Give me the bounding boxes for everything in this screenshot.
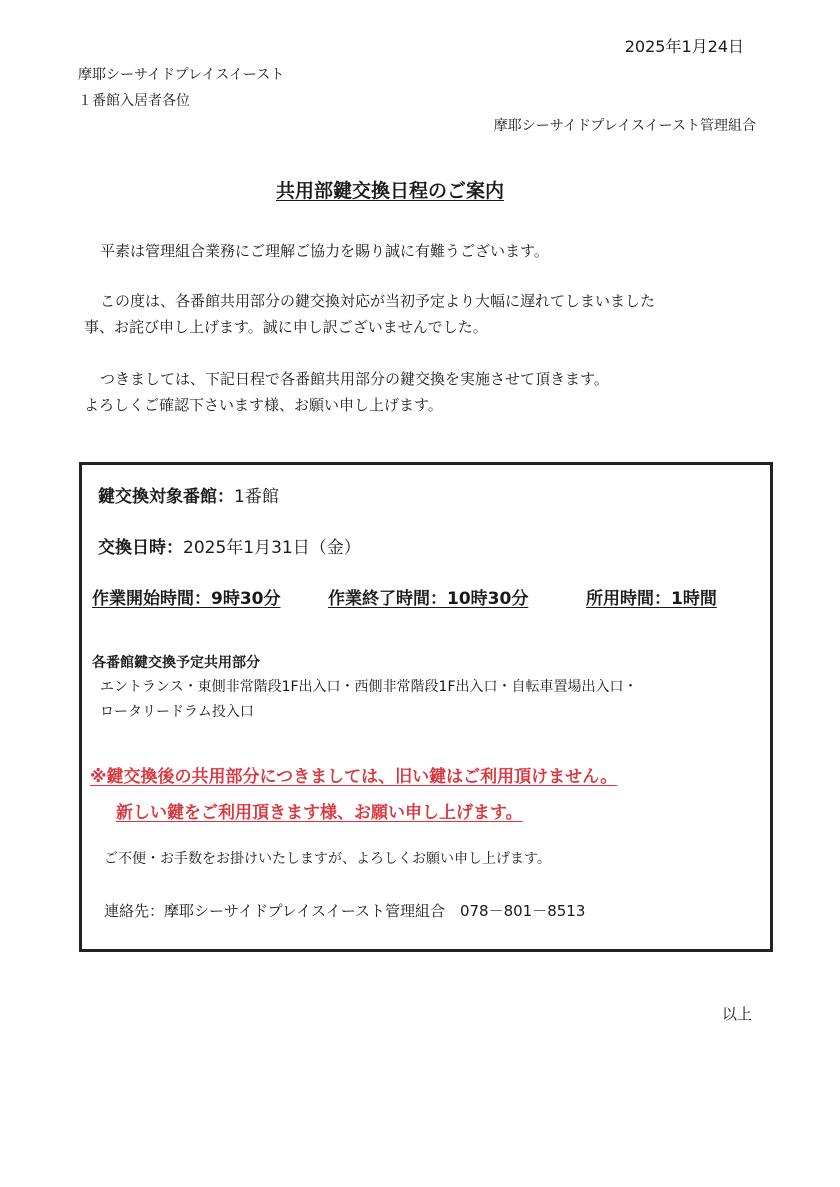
sender: 摩耶シーサイドプレイスイースト管理組合 bbox=[493, 118, 756, 134]
issue-date: 2025年1月24日 bbox=[624, 37, 744, 56]
duration: 所用時間：1時間 bbox=[586, 589, 717, 609]
exchange-date-value: 2025年1月31日（金） bbox=[183, 538, 361, 558]
target-building-value: 1番館 bbox=[234, 487, 279, 507]
apology-line-1: この度は、各番館共用部分の鍵交換対応が当初予定より大幅に遅れてしまいました bbox=[100, 292, 656, 310]
closing-mark: 以上 bbox=[721, 1005, 752, 1023]
warning-line-1: ※鍵交換後の共用部分につきましては、旧い鍵はご利用頂けません。 bbox=[90, 767, 618, 787]
paragraph-greeting bbox=[84, 238, 549, 264]
schedule-intro-line-2: よろしくご確認下さいます様、お願い申し上げます。 bbox=[84, 396, 443, 414]
paragraph-apology bbox=[84, 288, 655, 340]
end-time: 作業終了時間：10時30分 bbox=[328, 589, 529, 609]
apology-line-2: 事、お詫び申し上げます。誠に申し訳ございませんでした。 bbox=[84, 318, 488, 336]
parts-line-1: エントランス・東側非常階段1F出入口・西側非常階段1F出入口・自転車置場出入口・ bbox=[100, 679, 638, 695]
document-title: 共用部鍵交換日程のご案内 bbox=[275, 180, 504, 202]
parts-heading: 各番館鍵交換予定共用部分 bbox=[92, 655, 260, 671]
warning-line-2: 新しい鍵をご利用頂きます様、お願い申し上げます。 bbox=[116, 803, 523, 823]
target-building bbox=[98, 482, 279, 507]
apology-note: ご不便・お手数をお掛けいたしますが、よろしくお願い申し上げます。 bbox=[104, 851, 551, 867]
schedule-intro-line-1: つきましては、下記日程で各番館共用部分の鍵交換を実施させて頂きます。 bbox=[100, 370, 609, 388]
contact-info: 連絡先：摩耶シーサイドプレイスイースト管理組合 078－801－8513 bbox=[104, 902, 586, 920]
greeting-text: 平素は管理組合業務にご理解ご協力を賜り誠に有難うございます。 bbox=[100, 242, 549, 260]
start-time: 作業開始時間：9時30分 bbox=[92, 589, 281, 609]
exchange-date bbox=[98, 533, 361, 558]
paragraph-schedule-intro bbox=[84, 366, 609, 418]
recipient-building: 摩耶シーサイドプレイスイースト bbox=[78, 67, 285, 83]
exchange-date-label: 交換日時： bbox=[98, 538, 183, 558]
recipient-residents: １番館入居者各位 bbox=[78, 93, 190, 109]
target-building-label: 鍵交換対象番館： bbox=[98, 487, 234, 507]
parts-line-2: ロータリードラム投入口 bbox=[100, 704, 254, 720]
